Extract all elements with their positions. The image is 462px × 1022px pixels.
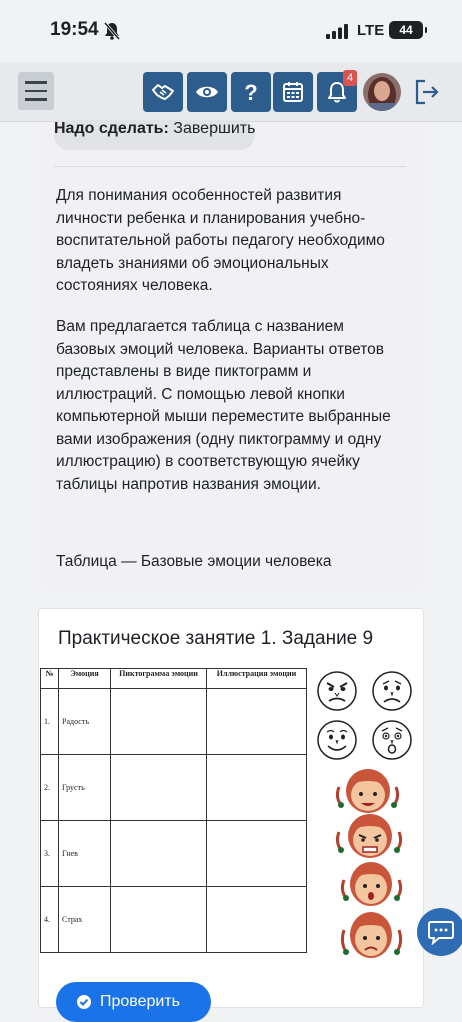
table-caption: Таблица — Базовые эмоции человека bbox=[56, 553, 332, 570]
preview-button[interactable] bbox=[187, 72, 227, 112]
row-number: 4. bbox=[41, 887, 59, 953]
chat-icon bbox=[427, 919, 455, 945]
row-number: 3. bbox=[41, 821, 59, 887]
avatar-photo bbox=[363, 73, 401, 111]
sad-pictogram[interactable] bbox=[371, 670, 413, 712]
illustration-drop-cell[interactable] bbox=[207, 689, 307, 755]
intro-paragraph: Для понимания особенностей развития личности ребенка и планирования учебно-воспитательной работы педагогу необходимо владеть знаниями об эмоциональных состояниях человека. bbox=[56, 187, 385, 294]
row-emotion: Радость bbox=[59, 689, 111, 755]
row-emotion: Гнев bbox=[59, 821, 111, 887]
hamburger-line bbox=[25, 81, 47, 84]
pictogram-drop-cell[interactable] bbox=[111, 689, 207, 755]
check-answer-button[interactable] bbox=[56, 982, 211, 1022]
network-type: LTE bbox=[357, 22, 385, 39]
table-row bbox=[41, 755, 307, 821]
row-emotion: Грусть bbox=[59, 755, 111, 821]
question-icon bbox=[239, 80, 263, 104]
status-time: 19:54 bbox=[50, 19, 99, 40]
emotions-table bbox=[40, 668, 307, 953]
scared-pictogram[interactable] bbox=[371, 719, 413, 761]
check-circle-icon bbox=[76, 994, 92, 1010]
todo-badge bbox=[54, 120, 255, 150]
row-number: 1. bbox=[41, 689, 59, 755]
hamburger-line bbox=[25, 90, 47, 93]
hamburger-line bbox=[25, 98, 47, 101]
girl-illustration-sad[interactable] bbox=[340, 908, 405, 963]
todo-value: Завершить bbox=[173, 120, 256, 137]
illustration-drop-cell[interactable] bbox=[207, 821, 307, 887]
girl-illustration-surprised[interactable] bbox=[340, 858, 405, 908]
svg-text:?: ? bbox=[244, 80, 258, 104]
signal-icon bbox=[326, 24, 350, 39]
happy-pictogram[interactable] bbox=[316, 719, 358, 761]
row-emotion: Страх bbox=[59, 887, 111, 953]
battery-indicator: 44 bbox=[389, 21, 423, 39]
logout-icon[interactable] bbox=[414, 78, 440, 106]
col-header-number: № bbox=[41, 669, 59, 689]
eye-icon bbox=[195, 80, 219, 104]
illustration-drop-cell[interactable] bbox=[207, 755, 307, 821]
handshake-icon bbox=[151, 80, 175, 104]
calendar-button[interactable] bbox=[273, 72, 313, 112]
task-title: Практическое занятие 1. Задание 9 bbox=[58, 628, 374, 649]
pictogram-drop-cell[interactable] bbox=[111, 821, 207, 887]
girl-illustration-angry[interactable] bbox=[335, 810, 405, 860]
menu-toggle-button[interactable] bbox=[18, 72, 54, 110]
girl-illustration-happy[interactable] bbox=[335, 765, 400, 815]
check-button-label: Проверить bbox=[100, 993, 181, 1010]
col-header-emotion: Эмоция bbox=[59, 669, 111, 689]
chat-button[interactable] bbox=[417, 908, 462, 956]
pictogram-drop-cell[interactable] bbox=[111, 755, 207, 821]
table-row bbox=[41, 821, 307, 887]
bell-muted-icon bbox=[104, 22, 120, 40]
angry-pictogram[interactable] bbox=[316, 670, 358, 712]
divider bbox=[54, 166, 406, 167]
user-avatar[interactable] bbox=[363, 73, 401, 111]
col-header-pictogram: Пиктограмма эмоции bbox=[111, 669, 207, 689]
help-button[interactable] bbox=[231, 72, 271, 112]
table-row bbox=[41, 887, 307, 953]
pictogram-drop-cell[interactable] bbox=[111, 887, 207, 953]
notifications-badge: 4 bbox=[343, 70, 357, 86]
calendar-icon bbox=[281, 80, 305, 104]
handshake-button[interactable] bbox=[143, 72, 183, 112]
col-header-illustration: Иллюстрация эмоции bbox=[207, 669, 307, 689]
table-row bbox=[41, 689, 307, 755]
illustration-drop-cell[interactable] bbox=[207, 887, 307, 953]
row-number: 2. bbox=[41, 755, 59, 821]
todo-label: Надо сделать: bbox=[54, 120, 169, 137]
instructions-paragraph: Вам предлагается таблица с названием базовых эмоций человека. Варианты ответов представлены в виде пиктограмм и иллюстраций. С помощью левой кнопки компьютерной мыши переместите выбранные вами изображения (одну пиктограмму и одну иллюстрацию) в соответствующую ячейку таблицы напротив названия эмоции. bbox=[56, 318, 391, 493]
status-bar bbox=[0, 0, 462, 62]
